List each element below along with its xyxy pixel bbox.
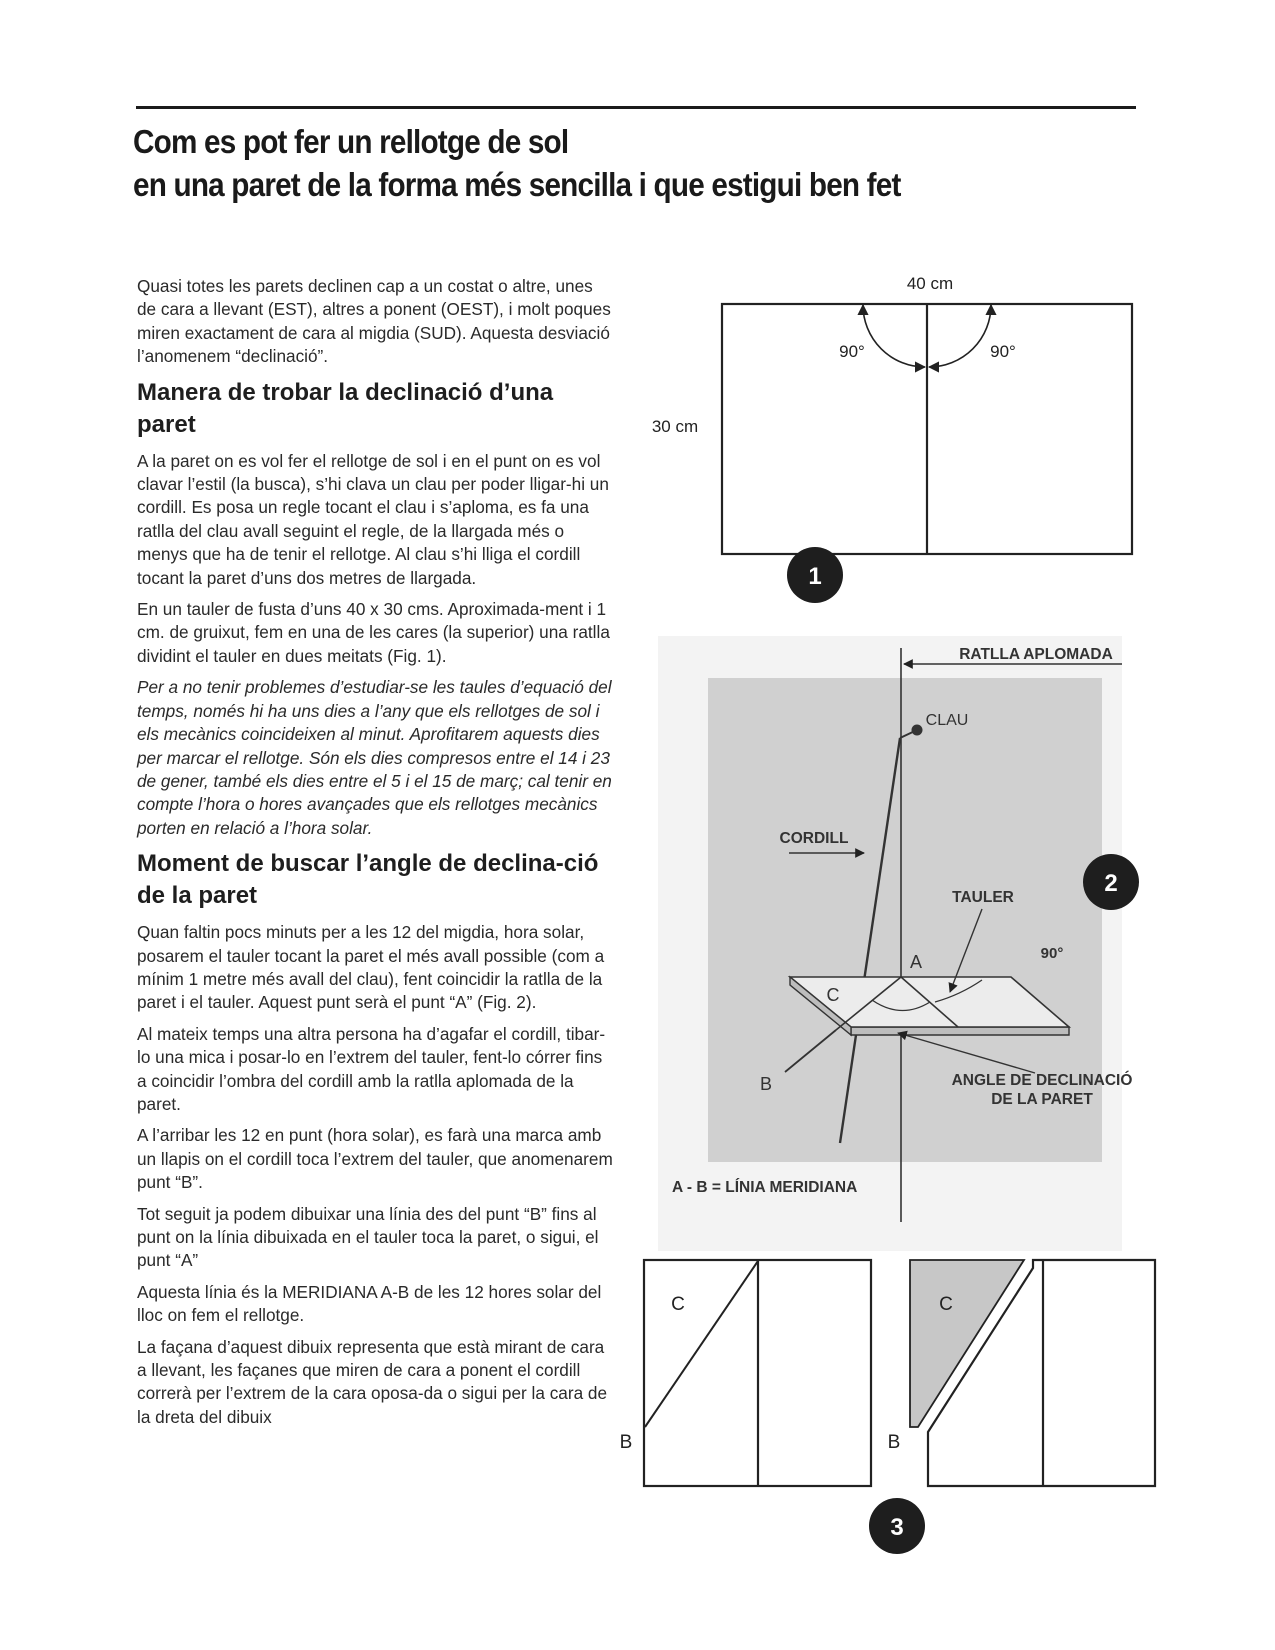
intro-paragraph: Quasi totes les parets declinen cap a un costat o altre, unes de cara a llevant (EST), altres a ponent (OEST), i molt poques miren exactament de cara al migdia (SUD). Aquesta desviació l’anomenem “declinació”. bbox=[137, 276, 611, 367]
fig2-board-label: TAULER bbox=[952, 889, 1014, 906]
paragraph-meridian: Aquesta línia és la MERIDIANA A-B de les 12 hores solar del lloc on fem el rellotge. bbox=[137, 1281, 602, 1326]
fig1-right-angle-label: 90° bbox=[990, 342, 1016, 361]
fig1-height-label: 30 cm bbox=[651, 417, 699, 436]
fig3-right-point-b: B bbox=[887, 1432, 901, 1453]
paragraph-board: En un tauler de fusta d’uns 40 x 30 cms. Aproximada-ment i 1 cm. de gruixut, fem en una de les cares (la superior) una ratlla dividint el tauler en dues meitats (Fig. 1). bbox=[137, 599, 610, 666]
fig2-point-a: A bbox=[909, 952, 923, 972]
fig1-right-angle-arc bbox=[929, 305, 991, 367]
fig1-left-angle-label: 90° bbox=[839, 342, 865, 361]
fig1-badge-number: 1 bbox=[808, 563, 822, 590]
fig2-string-label: CORDILL bbox=[779, 830, 849, 847]
section-heading-moment: Moment de buscar l’angle de declina-ció de la paret bbox=[137, 850, 599, 910]
fig3-right-point-c: C bbox=[939, 1294, 953, 1315]
figure-1 bbox=[652, 274, 1132, 603]
title-line-1: Com es pot fer un rellotge de sol bbox=[133, 123, 569, 160]
paragraph-midday: Quan faltin pocs minuts per a les 12 del migdia, hora solar, posarem el tauler tocant la paret el més avall possible (com a mínim 1 metre més avall del clau), fent coincidir la ratlla de la paret i el tauler. Aquest punt serà el punt “A” (Fig. 2). bbox=[137, 922, 605, 1013]
fig3-left-point-c: C bbox=[671, 1294, 685, 1315]
paragraph-point-b: A l’arribar les 12 en punt (hora solar), es farà una marca amb un llapis on el cordill toca l’extrem del tauler, que anomenarem punt “B”. bbox=[137, 1125, 613, 1193]
paragraph-facade: La façana d’aquest dibuix representa que està mirant de cara a llevant, les façanes que miren de cara a ponent el cordill correrà per l’extrem de la cara oposa-da o sigui per la cara de la dreta del dibuix bbox=[137, 1336, 608, 1427]
fig2-badge-number: 2 bbox=[1104, 870, 1118, 897]
fig2-point-b: B bbox=[759, 1074, 773, 1094]
fig1-width-label: 40 cm bbox=[906, 274, 954, 293]
fig2-board-edge bbox=[851, 1027, 1069, 1035]
fig2-nail bbox=[912, 725, 923, 736]
fig2-plumb-label: RATLLA APLOMADA bbox=[959, 646, 1113, 663]
fig3-left-point-b: B bbox=[619, 1432, 633, 1453]
paragraph-nail: A la paret on es vol fer el rellotge de sol i en el punt on es vol clavar l’estil (la busca), s’hi clava un clau per poder lligar-hi un cordill. Es posa un regle tocant el clau i s’aploma, es fa una ratlla del clau avall seguint el regle, de la llargada més o menys que ha de tenir el rellotge. Al clau s’hi lliga el cordill tocant la paret d’uns dos metres de llargada. bbox=[137, 450, 609, 588]
fig1-left-angle-arc bbox=[863, 305, 925, 367]
figure-3 bbox=[620, 1260, 1155, 1554]
section-heading-declination: Manera de trobar la declinació d’una paret bbox=[137, 378, 554, 438]
fig2-decl-label-2: DE LA PARET bbox=[991, 1091, 1093, 1108]
paragraph-dates: Per a no tenir problemes d’estudiar-se les taules d’equació del temps, només hi ha uns dies a l’any que els rellotges de sol i els mecànics coincideixen al minut. Aprofitarem aquests dies per marcar el rellotge. Són els dies compresos entre el 14 i 23 de gener, també els dies entre el 5 i el 15 de març; cal tenir en compte l’hora o hores avançades que els rellotges mecànics porten en relació a l’hora solar. bbox=[137, 677, 612, 838]
paragraph-line: Tot seguit ja podem dibuixar una línia des del punt “B” fins al punt on la línia dibuixada en el tauler toca la paret, o sigui, el punt “A” bbox=[137, 1203, 599, 1271]
fig2-angle-label: 90° bbox=[1040, 945, 1064, 962]
fig2-meridian-label: A - B = LÍNIA MERIDIANA bbox=[672, 1179, 858, 1196]
fig3-badge-number: 3 bbox=[890, 1514, 904, 1541]
fig2-point-c: C bbox=[826, 985, 840, 1005]
title-line-2: en una paret de la forma més sencilla i que estigui ben fet bbox=[133, 166, 901, 203]
fig2-nail-label: CLAU bbox=[925, 712, 969, 729]
figure-2 bbox=[658, 636, 1139, 1251]
fig2-decl-label-1: ANGLE DE DECLINACIÓ bbox=[951, 1072, 1133, 1089]
paragraph-string: Al mateix temps una altra persona ha d’agafar el cordill, tibar-lo una mica i posar-lo en l’extrem del tauler, fent-lo córrer fins a coincidir l’ombra del cordill amb la ratlla aplomada de la paret. bbox=[137, 1023, 606, 1114]
